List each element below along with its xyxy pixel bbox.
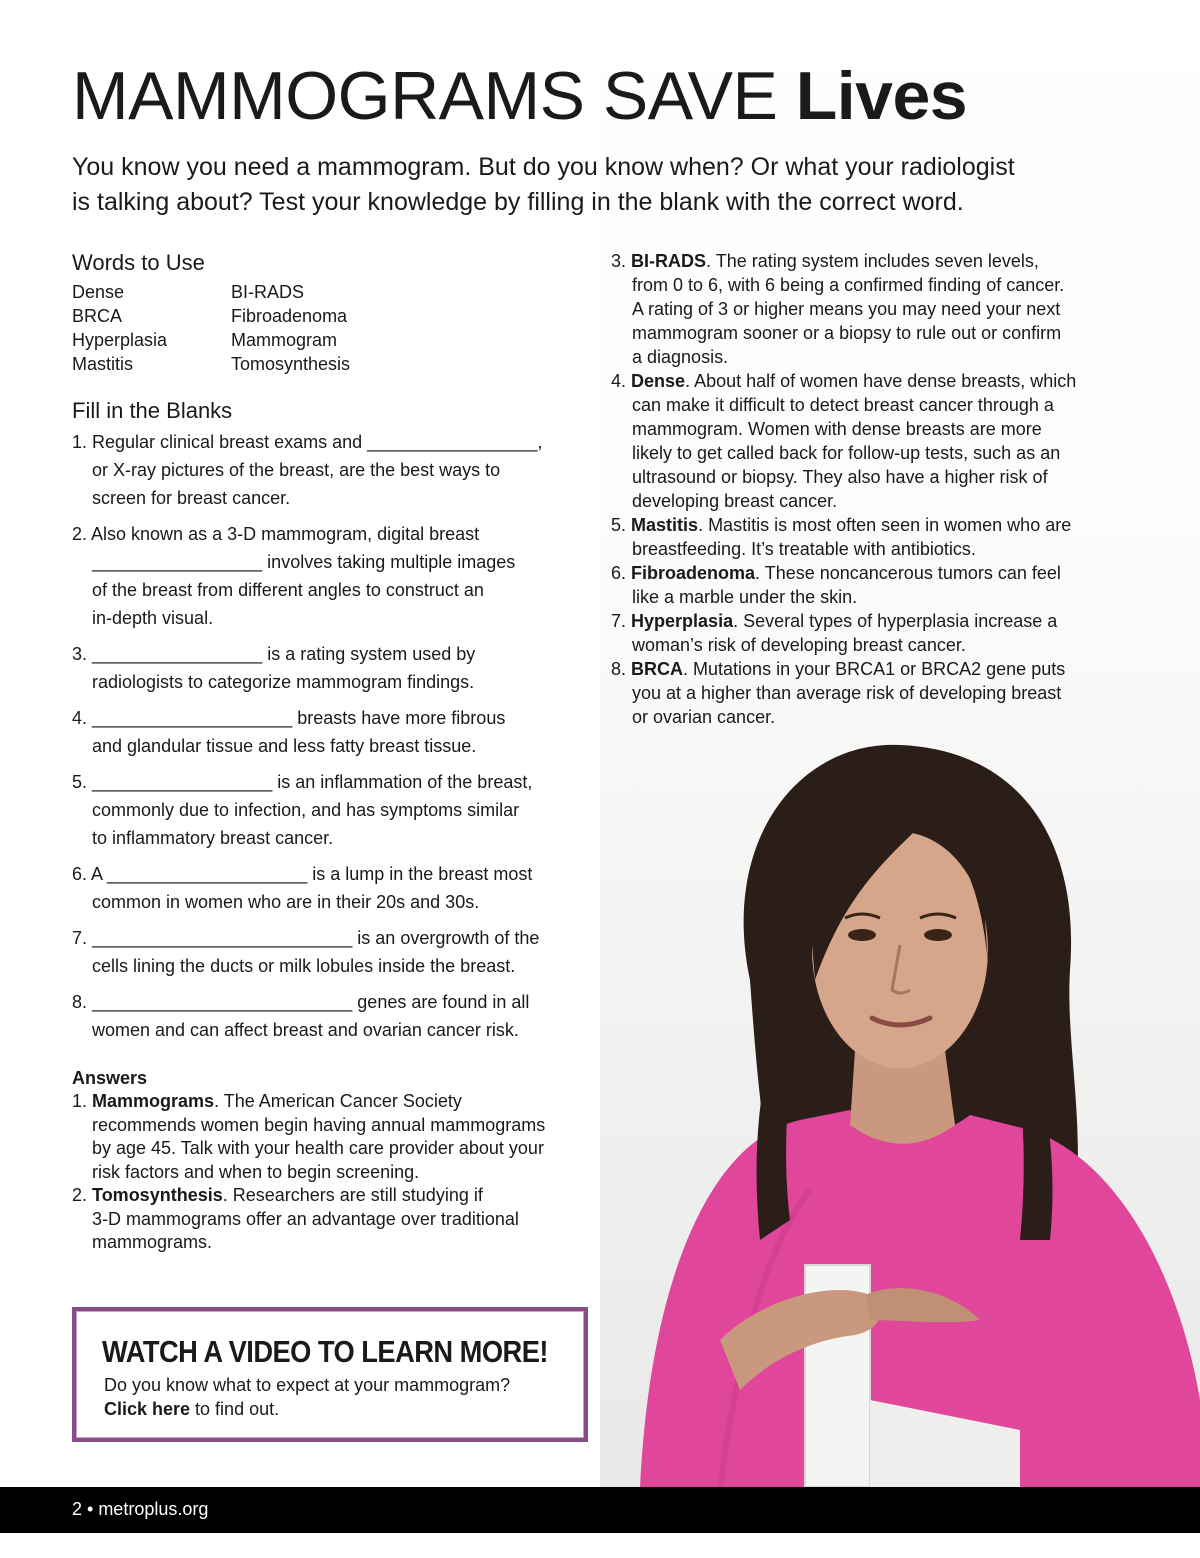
answer-number: 2. [72,1185,88,1205]
page-title: MAMMOGRAMS SAVE Lives [72,58,968,134]
question-line: and glandular tissue and less fatty breast tissue. [92,736,477,756]
question-line: of the breast from different angles to construct an [92,580,484,600]
answer-term: BRCA [631,659,684,679]
answer-item [611,609,1151,657]
word-item: Mastitis [72,354,134,374]
answer-line: recommends women begin having annual mammograms [92,1114,546,1135]
answer-term: Hyperplasia [631,611,734,631]
answer-line: mammogram sooner or a biopsy to rule out or confirm [632,323,1062,343]
answer-term: Mammograms [92,1091,215,1111]
answer-text: . The American Cancer Society [214,1091,462,1111]
answer-line: you at a higher than average risk of developing breast [632,683,1062,703]
word-list [72,280,592,376]
question-item [72,428,592,512]
intro-line-1: You know you need a mammogram. But do you know when? Or what your radiologist [72,153,1015,181]
question-item [72,924,592,980]
answer-text: . These noncancerous tumors can feel [755,563,1061,583]
answer-item [72,1090,592,1184]
answer-item [611,513,1151,561]
answer-line: a diagnosis. [632,347,729,367]
question-line: screen for breast cancer. [92,488,291,508]
answer-first-line [611,609,1151,633]
question-line: to inflammatory breast cancer. [92,828,334,848]
question-line: 8. __________________________ genes are found in all [72,992,530,1012]
answer-item [611,369,1151,513]
question-line: 7. __________________________ is an overgrowth of the [72,928,540,948]
word-item: Mammogram [231,330,338,350]
answer-line: woman’s risk of developing breast cancer. [632,635,966,655]
answer-item [611,249,1151,369]
question-list [72,428,592,1044]
question-item [72,768,592,852]
answer-line: likely to get called back for follow-up tests, such as an [632,443,1061,463]
answer-first-line [611,657,1151,681]
video-text [104,1373,510,1421]
fill-heading: Fill in the Blanks [72,398,233,423]
answer-number: 5. [611,515,627,535]
question-line: women and can affect breast and ovarian cancer risk. [92,1020,519,1040]
footer-text: 2 • metroplus.org [72,1499,209,1519]
answer-first-line [72,1090,592,1114]
answer-number: 1. [72,1091,88,1111]
answer-line: like a marble under the skin. [632,587,858,607]
question-line: 6. A ____________________ is a lump in the breast most [72,864,533,884]
answer-line: A rating of 3 or higher means you may need your next [632,299,1061,319]
answer-number: 7. [611,611,627,631]
question-line: 1. Regular clinical breast exams and _________________, [72,432,543,452]
video-link-rest: to find out. [190,1399,280,1419]
question-line: cells lining the ducts or milk lobules inside the breast. [92,956,516,976]
answer-line: or ovarian cancer. [632,707,776,727]
left-column [72,250,592,1255]
answer-line: breastfeeding. It’s treatable with antibiotics. [632,539,976,559]
answer-term: Mastitis [631,515,699,535]
answer-first-line [72,1184,592,1208]
answer-text: . About half of women have dense breasts, which [685,371,1077,391]
answer-text: . Several types of hyperplasia increase a [733,611,1058,631]
answer-number: 4. [611,371,627,391]
question-item [72,520,592,632]
video-question: Do you know what to expect at your mammogram? [104,1375,511,1395]
question-line: common in women who are in their 20s and 30s. [92,892,480,912]
intro-text [72,150,1132,220]
answer-text: . Researchers are still studying if [222,1185,483,1205]
question-item [72,704,592,760]
answer-line: risk factors and when to begin screening. [92,1161,420,1182]
word-item: Fibroadenoma [231,306,348,326]
answer-line: from 0 to 6, with 6 being a confirmed finding of cancer. [632,275,1065,295]
page-title-bold: Lives [795,58,968,134]
word-item: Hyperplasia [72,330,168,350]
word-item: BI-RADS [231,282,305,302]
question-item [72,860,592,916]
answer-first-line [611,369,1151,393]
answer-number: 3. [611,251,627,271]
answer-term: Dense [631,371,686,391]
answer-line: 3-D mammograms offer an advantage over traditional [92,1208,519,1229]
question-line: 4. ____________________ breasts have more fibrous [72,708,506,728]
answers-left-list [72,1090,592,1255]
woman-photo [600,720,1200,1487]
answer-first-line [611,513,1151,537]
answer-line: can make it difficult to detect breast cancer through a [632,395,1054,415]
answer-item [72,1184,592,1255]
answer-item [611,657,1151,729]
answers-right-list [611,249,1151,729]
words-heading: Words to Use [72,250,205,275]
question-line: 3. _________________ is a rating system used by [72,644,476,664]
question-line: or X-ray pictures of the breast, are the best ways to [92,460,501,480]
video-title: WATCH A VIDEO TO LEARN MORE! [102,1334,548,1369]
word-item: Dense [72,282,125,302]
answer-text: . Mutations in your BRCA1 or BRCA2 gene puts [683,659,1066,679]
answer-term: Tomosynthesis [92,1185,223,1205]
answer-term: BI-RADS [631,251,707,271]
answer-line: mammograms. [92,1232,213,1252]
question-item [72,640,592,696]
word-item: Tomosynthesis [231,354,351,374]
answer-line: ultrasound or biopsy. They also have a higher risk of [632,467,1048,487]
answer-term: Fibroadenoma [631,563,756,583]
word-item: BRCA [72,306,123,326]
question-line: 5. __________________ is an inflammation of the breast, [72,772,533,792]
answer-line: developing breast cancer. [632,491,838,511]
answer-number: 6. [611,563,627,583]
question-line: in-depth visual. [92,608,214,628]
question-line: _________________ involves taking multiple images [92,552,516,572]
intro-line-2: is talking about? Test your knowledge by filling in the blank with the correct word. [72,188,964,216]
answer-line: mammogram. Women with dense breasts are more [632,419,1042,439]
answer-first-line [611,249,1151,273]
answer-first-line [611,561,1151,585]
answer-line: by age 45. Talk with your health care provider about your [92,1138,544,1158]
question-item [72,988,592,1044]
question-line: 2. Also known as a 3-D mammogram, digital breast [72,524,480,544]
answers-heading: Answers [72,1068,148,1088]
answer-item [611,561,1151,609]
right-column [611,249,1151,729]
question-line: commonly due to infection, and has symptoms similar [92,800,520,820]
question-line: radiologists to categorize mammogram findings. [92,672,475,692]
answer-text: . Mastitis is most often seen in women who are [698,515,1072,535]
video-callout[interactable] [72,1307,588,1442]
page-footer [0,1487,1200,1533]
answer-text: . The rating system includes seven levels, [706,251,1039,271]
answer-number: 8. [611,659,627,679]
click-here-link[interactable]: Click here [104,1399,191,1419]
